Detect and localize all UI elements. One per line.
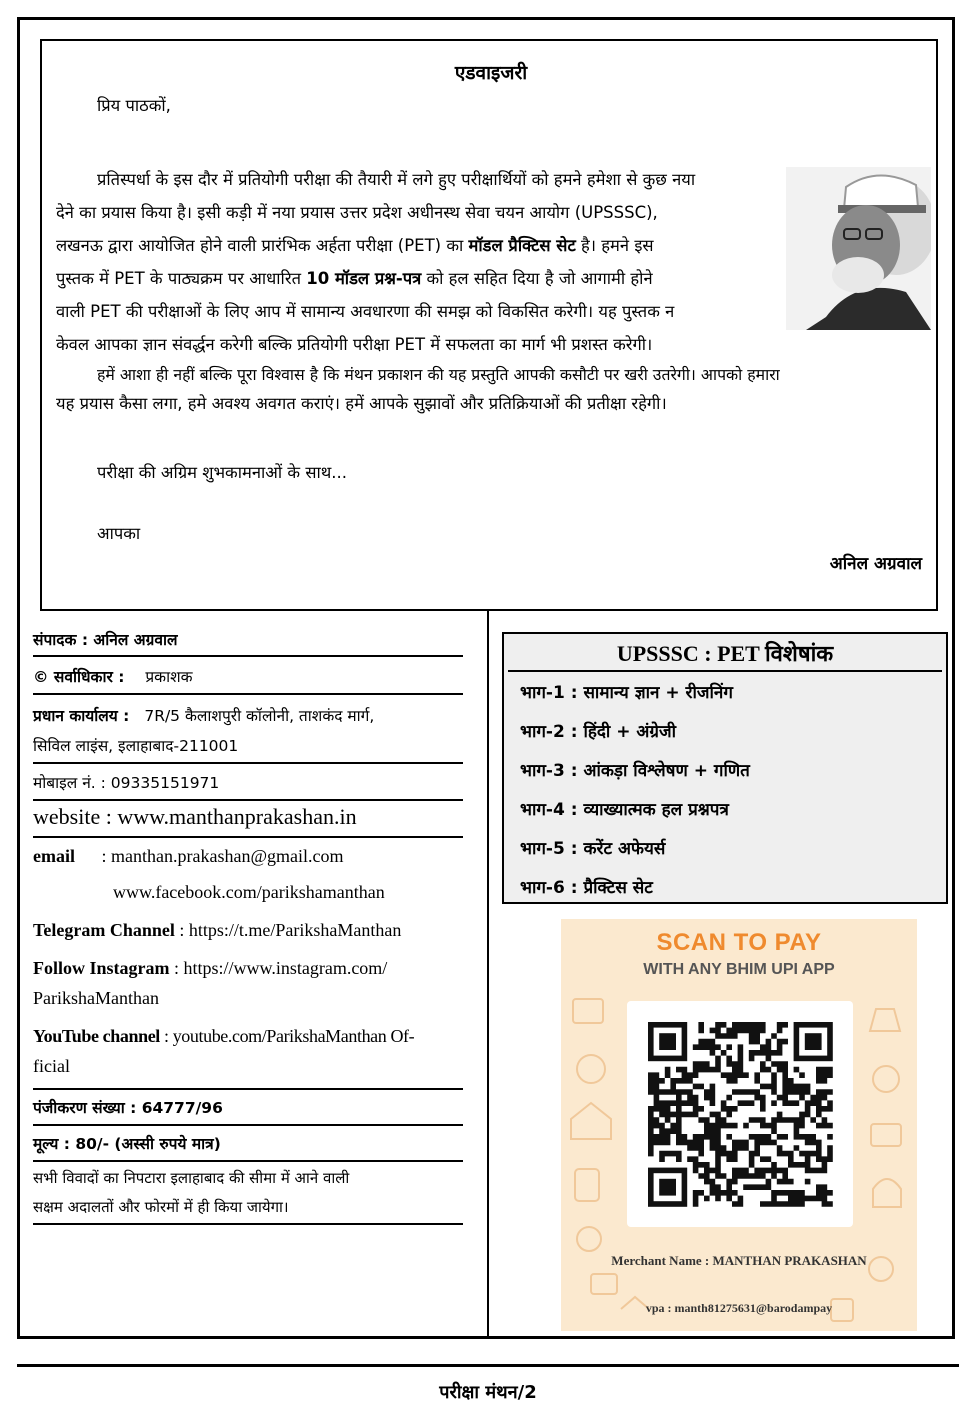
advisory-para1-line3 <box>56 229 787 262</box>
instagram-line-2: ParikshaManthan <box>33 988 159 1008</box>
jurisdiction-line-2: सक्षम अदालतों और फोरमों में ही किया जायेगा। <box>33 1198 289 1216</box>
facebook-link[interactable]: www.facebook.com/parikshamanthan <box>113 882 385 902</box>
youtube-label: YouTube channel <box>33 1026 160 1046</box>
office-line-2: सिविल लाइंस, इलाहाबाद-211001 <box>33 737 239 755</box>
divider <box>508 670 942 672</box>
youtube-link[interactable]: : youtube.com/ParikshaManthan Of- <box>159 1026 415 1046</box>
advisory-greeting: प्रिय पाठकों, <box>97 96 171 115</box>
advisory-wishes: परीक्षा की अग्रिम शुभकामनाओं के साथ... <box>97 463 348 482</box>
merchant-name: Merchant Name : MANTHAN PRAKASHAN <box>611 1253 867 1268</box>
instagram-link[interactable]: : https://www.instagram.com/ <box>169 958 388 978</box>
telegram-link[interactable]: : https://t.me/ParikshaManthan <box>174 920 402 940</box>
footer-rule <box>17 1364 959 1367</box>
youtube-line-2: ficial <box>33 1056 70 1076</box>
page-footer: परीक्षा मंथन/2 <box>439 1382 537 1403</box>
advisory-signature: अनिल अग्रवाल <box>829 554 922 574</box>
website-link[interactable]: website : www.manthanprakashan.in <box>33 804 357 829</box>
qr-code-icon[interactable] <box>627 1001 853 1227</box>
text-segment: पुस्तक में PET के पाठ्यक्रम पर आधारित <box>56 269 307 288</box>
email-label: email <box>33 846 75 866</box>
text-segment: को हल सहित दिया है जो आगामी होने <box>421 269 653 288</box>
parts-title: UPSSSC : PET विशेषांक <box>616 641 834 666</box>
scan-subtitle: WITH ANY BHIM UPI APP <box>643 961 835 978</box>
copyright-line <box>33 665 463 687</box>
registration-line: पंजीकरण संख्या : 64777/96 <box>33 1099 223 1117</box>
email-line <box>33 846 463 867</box>
jurisdiction-line-1: सभी विवादों का निपटारा इलाहाबाद की सीमा में आने वाली <box>33 1169 350 1187</box>
copyright-value: प्रकाशक <box>145 668 193 686</box>
mobile-line: मोबाइल नं. : 09335151971 <box>33 774 220 792</box>
divider <box>33 1223 463 1225</box>
copyright-label: © सर्वाधिकार : <box>33 668 125 686</box>
part-item: भाग-2 : हिंदी + अंग्रेजी <box>520 722 676 742</box>
youtube-line <box>33 1026 463 1047</box>
parts-box <box>502 632 948 904</box>
part-item: भाग-1 : सामान्य ज्ञान + रीजनिंग <box>520 683 733 703</box>
upi-qr-card <box>561 919 917 1331</box>
part-item: भाग-3 : आंकड़ा विश्लेषण + गणित <box>520 761 750 781</box>
divider <box>33 836 463 838</box>
telegram-label: Telegram Channel <box>33 920 175 940</box>
office-line-1 <box>33 704 463 726</box>
advisory-title: एडवाइजरी <box>454 62 528 84</box>
price-line: मूल्य : 80/- (अस्सी रुपये मात्र) <box>33 1135 221 1153</box>
qr-code-panel <box>627 1001 853 1227</box>
divider <box>33 693 463 695</box>
advisory-para1-line1: प्रतिस्पर्धा के इस दौर में प्रतियोगी परीक्षा की तैयारी में लगे हुए परीक्षार्थियों को हमने हमेशा से कुछ नया <box>97 170 696 189</box>
column-divider <box>487 611 489 1339</box>
text-segment: लखनऊ द्वारा आयोजित होने वाली प्रारंभिक अर्हता परीक्षा (PET) का <box>56 236 469 255</box>
advisory-para1-line6: केवल आपका ज्ञान संवर्द्धन करेगी बल्कि प्रतियोगी परीक्षा PET में सफलता का मार्ग भी प्रशस्त करेगी। <box>56 335 653 354</box>
part-item: भाग-4 : व्याख्यात्मक हल प्रश्नपत्र <box>520 800 729 820</box>
divider <box>33 1160 463 1162</box>
advisory-para1-line5: वाली PET की परीक्षाओं के लिए आप में सामान्य अवधारणा की समझ को विकसित करेगी। यह पुस्तक न <box>56 302 675 321</box>
instagram-line <box>33 958 463 979</box>
divider <box>33 1124 463 1126</box>
divider <box>33 799 463 801</box>
divider <box>33 1088 463 1090</box>
editor-line: संपादक : अनिल अग्रवाल <box>33 631 178 649</box>
scan-title: SCAN TO PAY <box>656 929 822 956</box>
text-segment: है। हमने इस <box>575 236 654 255</box>
divider <box>33 762 463 764</box>
advisory-para2-line2: यह प्रयास कैसा लगा, हमे अवश्य अवगत कराएं। हमें आपके सुझावों और प्रतिक्रियाओं की प्रतीक्षा रहेगी। <box>56 394 667 413</box>
advisory-para1-line4 <box>56 262 787 295</box>
author-photo <box>786 167 931 330</box>
advisory-yours: आपका <box>97 524 141 543</box>
office-value: 7R/5 कैलाशपुरी कॉलोनी, ताशकंद मार्ग, <box>144 707 375 725</box>
vpa-text: vpa : manth81275631@barodampay <box>645 1301 833 1315</box>
email-link[interactable]: : manthan.prakashan@gmail.com <box>101 846 344 866</box>
advisory-para1-line2: देने का प्रयास किया है। इसी कड़ी में नया प्रयास उत्तर प्रदेश अधीनस्थ सेवा चयन आयोग (UPSSSC), <box>56 203 658 222</box>
bold-phrase: 10 मॉडल प्रश्न-पत्र <box>306 269 422 288</box>
telegram-line <box>33 920 463 941</box>
office-label: प्रधान कार्यालय : <box>33 707 130 725</box>
part-item: भाग-6 : प्रैक्टिस सेट <box>520 878 653 898</box>
instagram-label: Follow Instagram <box>33 958 170 978</box>
divider <box>33 655 463 657</box>
bold-phrase: मॉडल प्रैक्टिस सेट <box>468 236 576 255</box>
advisory-para2-line1: हमें आशा ही नहीं बल्कि पूरा विश्वास है कि मंथन प्रकाशन की यह प्रस्तुति आपकी कसौटी पर खरी उतरेगी। आपको हमारा <box>97 365 780 384</box>
part-item: भाग-5 : करेंट अफेयर्स <box>520 839 666 859</box>
